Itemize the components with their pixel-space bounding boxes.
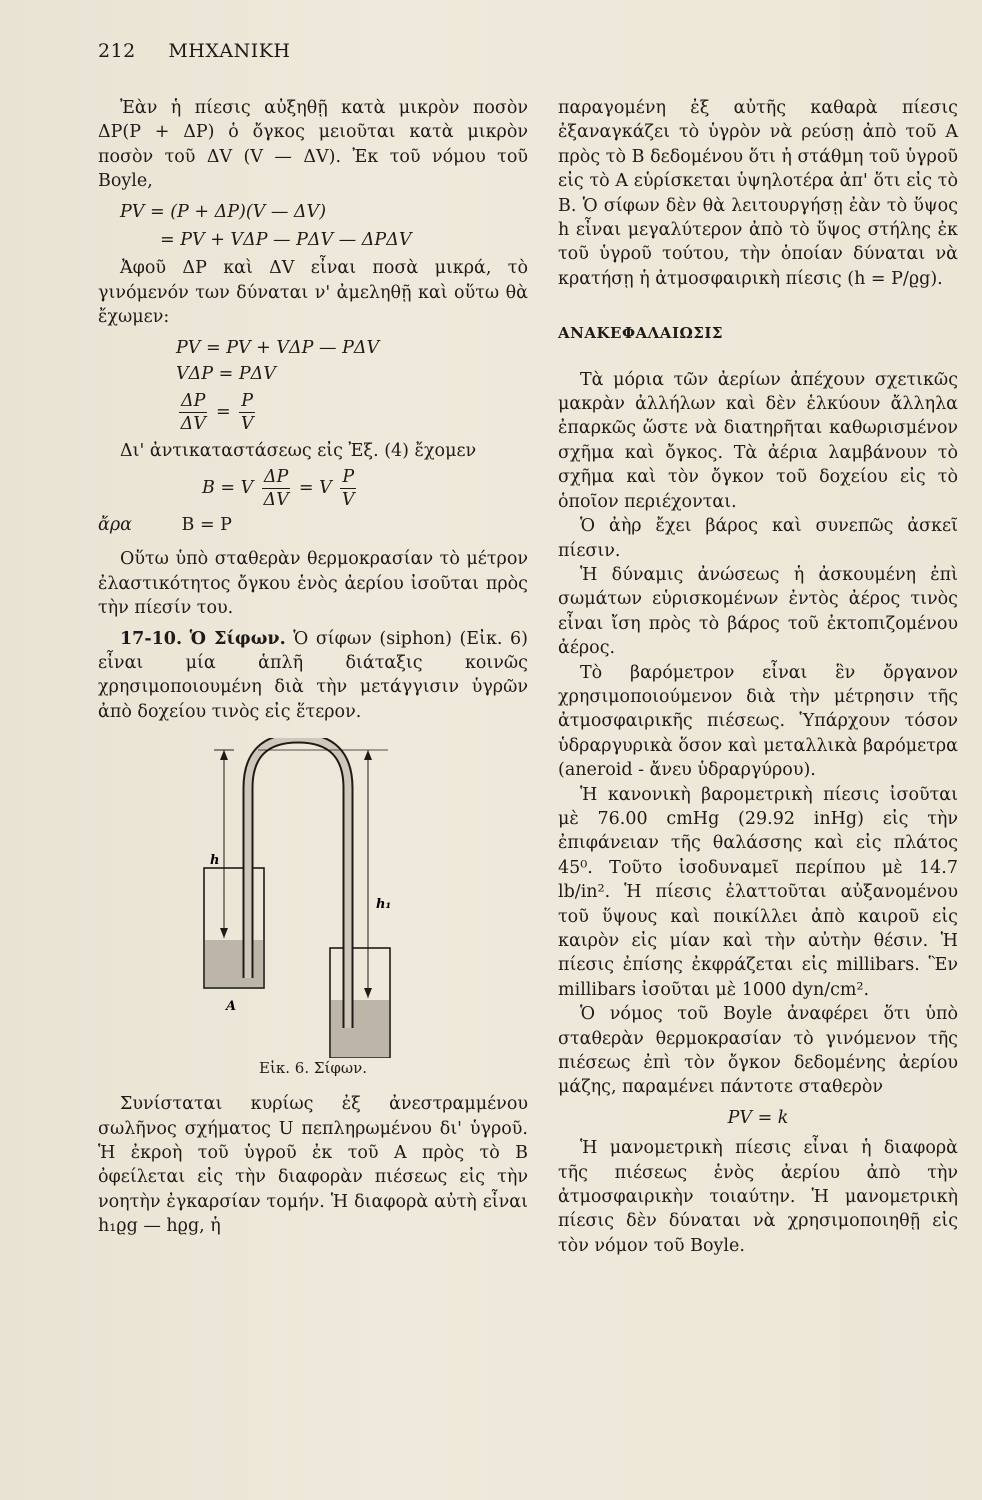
arrow-head xyxy=(364,750,372,760)
section-text: Ὁ σίφων (siphon) (Εἰκ. 6) εἶναι μία ἁπλῆ διάταξις κοινῶς χρησιμοποιουμένη διὰ τὴν μετάγγισιν ὑγρῶν ἀπὸ δοχείου τινὸς εἰς ἕτερον. xyxy=(98,628,528,722)
label-h: h xyxy=(210,853,220,869)
label-a: A xyxy=(226,999,237,1015)
summary-paragraph: Ἡ κανονικὴ βαρομετρικὴ πίεσις ἰσοῦται μὲ 76.00 cmHg (29.92 inHg) εἰς τὴν ἐπιφάνειαν τῆς θαλάσσης καὶ εἰς πλάτος 45⁰. Τοῦτο ἰσοδυναμεῖ περίπου μὲ 14.7 lb/in². Ἡ πίεσις ἐλαττοῦται αὐξανομένου τοῦ ὕψους καὶ ποικίλλει ἀπὸ καιροῦ εἰς καιρὸν εἰς μίαν καὶ τὴν αὐτὴν θέσιν. Ἡ πίεσις ἐπίσης ἐκφράζεται εἰς millibars. Ἓν millibars ἰσοῦται μὲ 1000 dyn/cm². xyxy=(558,784,958,1000)
summary-paragraph: Τὸ βαρόμετρον εἶναι ἓν ὄργανον χρησιμοποιούμενον διὰ τὴν μέτρησιν τῆς ἀτμοσφαιρικῆς πιέσεως. Ὑπάρχουν τόσον ὑδραργυρικὰ ὅσον καὶ μεταλλικὰ βαρόμετρα (aneroid - ἄνευ ὑδραργύρου). xyxy=(558,662,958,781)
fraction-denominator: ΔV xyxy=(263,489,289,510)
equation: VΔP = PΔV xyxy=(176,364,276,385)
paragraph: Οὕτω ὑπὸ σταθερὰν θερμοκρασίαν τὸ μέτρον ἐλαστικότητος ὄγκου ἑνὸς ἀερίου ἰσοῦται πρὸς τὴν πίεσίν του. xyxy=(98,549,528,619)
paragraph: Ἀφοῦ ΔP καὶ ΔV εἶναι ποσὰ μικρά, τὸ γινόμενόν των δύναται ν' ἀμεληθῇ καὶ οὕτω θὰ ἔχωμεν: xyxy=(98,258,528,328)
page-header xyxy=(98,40,290,62)
equation: PV = k xyxy=(727,1107,789,1128)
section-title: Ὁ Σίφων. xyxy=(189,628,286,649)
fraction-denominator: V xyxy=(240,414,254,435)
left-column xyxy=(98,96,528,1239)
liquid-b xyxy=(331,1000,389,1057)
equation: B = P xyxy=(181,514,232,535)
arrow-head xyxy=(220,928,228,938)
liquid-a xyxy=(205,940,263,987)
siphon-diagram xyxy=(98,738,528,1058)
section-paragraph xyxy=(98,627,528,725)
fraction-equation xyxy=(202,466,528,511)
page-number: 212 xyxy=(98,40,136,62)
fraction-numerator: P xyxy=(241,391,254,412)
equation-block xyxy=(202,466,528,511)
equation-part: = V xyxy=(298,477,332,498)
section-number: 17-10. xyxy=(120,628,183,649)
running-title: ΜΗΧΑΝΙΚΗ xyxy=(168,40,291,62)
paragraph: Συνίσταται κυρίως ἐξ ἀνεστραμμένου σωλῆνος σχήματος U πεπληρωμένου δι' ὑγροῦ. Ἡ ἐκροὴ τοῦ ὑγροῦ ἐκ τοῦ A πρὸς τὸ B ὀφείλεται εἰς τὴν διαφορὰν πιέσεως εἰς τὴν νοητὴν ἐγκαρσίαν τομήν. Ἡ διαφορὰ αὐτὴ εἶναι h₁ϱg — hϱg, ἡ xyxy=(98,1094,528,1237)
equation-line xyxy=(98,513,528,537)
equation-block xyxy=(176,336,528,436)
fraction-denominator: ΔV xyxy=(180,414,206,435)
fraction-denominator: V xyxy=(341,489,355,510)
ara-word: ἄρα xyxy=(98,514,132,535)
label-h1: h₁ xyxy=(376,897,392,913)
paragraph: παραγομένη ἐξ αὐτῆς καθαρὰ πίεσις ἐξαναγκάζει τὸ ὑγρὸν νὰ ρεύσῃ ἀπὸ τοῦ A πρὸς τὸ B δεδομένου ὅτι ἡ στάθμη τοῦ ὑγροῦ εἰς τὸ A εὑρίσκεται ὑψηλοτέρα ἀπ' ὅτι εἰς τὸ B. Ὁ σίφων δὲν θὰ λειτουργήσῃ ἐὰν τὸ ὕψος h εἶναι μεγαλύτερον ἀπὸ τὸ ὕψος στήλης ἐκ τοῦ ὑγροῦ τούτου, τὴν ὁποίαν δύναται νὰ κρατήσῃ ἡ ἀτμοσφαιρικὴ πίεσις (h = P/ϱg). xyxy=(558,98,958,289)
equation: PV = PV + VΔP — PΔV xyxy=(176,337,380,358)
siphon-figure xyxy=(98,738,528,1078)
equals-sign: = xyxy=(216,402,231,423)
summary-paragraph: Τὰ μόρια τῶν ἀερίων ἀπέχουν σχετικῶς μακρὰν ἀλλήλων καὶ δὲν ἑλκύουν ἄλληλα ἐπαρκῶς ὥστε νὰ διατηρῆται καθωρισμένον σχῆμα καὶ ὄγκος. Τὰ ἀέρια λαμβάνουν τὸ σχῆμα καὶ τὸν ὄγκον τοῦ δοχείου εἰς τὸ ὁποῖον περιέχονται. xyxy=(558,369,958,512)
summary-paragraph: Ὁ νόμος τοῦ Boyle ἀναφέρει ὅτι ὑπὸ σταθερὰν θερμοκρασίαν τὸ γινόμενον τῆς πιέσεως ἐπὶ τὸν ὄγκον δεδομένης ἀερίου μάζης, παραμένει πάντοτε σταθερὸν xyxy=(558,1004,958,1098)
equation-part: B = V xyxy=(202,477,254,498)
paragraph: Δι' ἀντικαταστάσεως εἰς Ἐξ. (4) ἔχομεν xyxy=(120,441,477,462)
equation-block xyxy=(120,200,528,253)
summary-heading: ΑΝΑΚΕΦΑΛΑΙΩΣΙΣ xyxy=(558,324,724,343)
fraction-numerator: ΔP xyxy=(181,391,206,412)
right-column xyxy=(558,96,958,1258)
fraction-numerator: ΔP xyxy=(263,466,289,487)
figure-caption: Εἰκ. 6. Σίφων. xyxy=(259,1059,367,1078)
arrow-head xyxy=(220,750,228,760)
summary-paragraph: Ἡ δύναμις ἀνώσεως ἡ ἀσκουμένη ἐπὶ σωμάτων εὑρισκομένων ἐντὸς ἀέρος τινὸς εἶναι ἴση πρὸς τὸ βάρος τοῦ ἐκτοπιζομένου ἀέρος. xyxy=(558,564,958,659)
fraction-equation xyxy=(176,390,528,435)
fraction-numerator: P xyxy=(342,466,355,487)
arrow-head xyxy=(364,988,372,998)
equation: = PV + VΔP — PΔV — ΔPΔV xyxy=(160,230,412,251)
equation: PV = (P + ΔP)(V — ΔV) xyxy=(120,201,327,222)
summary-paragraph: Ἡ μανομετρικὴ πίεσις εἶναι ἡ διαφορὰ τῆς πιέσεως ἑνὸς ἀερίου ἀπὸ τὴν ἀτμοσφαιρικὴν τοιαύτην. Ἡ μανομετρικὴ πίεσις δὲν δύναται νὰ χρησιμοποιηθῇ εἰς τὸν νόμον τοῦ Boyle. xyxy=(558,1138,958,1256)
paragraph: Ἐὰν ἡ πίεσις αὐξηθῇ κατὰ μικρὸν ποσὸν ΔP(P + ΔP) ὁ ὄγκος μειοῦται κατὰ μικρὸν ποσὸν τοῦ ΔV (V — ΔV). Ἐκ τοῦ νόμου τοῦ Boyle, xyxy=(98,98,528,192)
summary-paragraph: Ὁ ἀὴρ ἔχει βάρος καὶ συνεπῶς ἀσκεῖ πίεσιν. xyxy=(558,516,958,561)
